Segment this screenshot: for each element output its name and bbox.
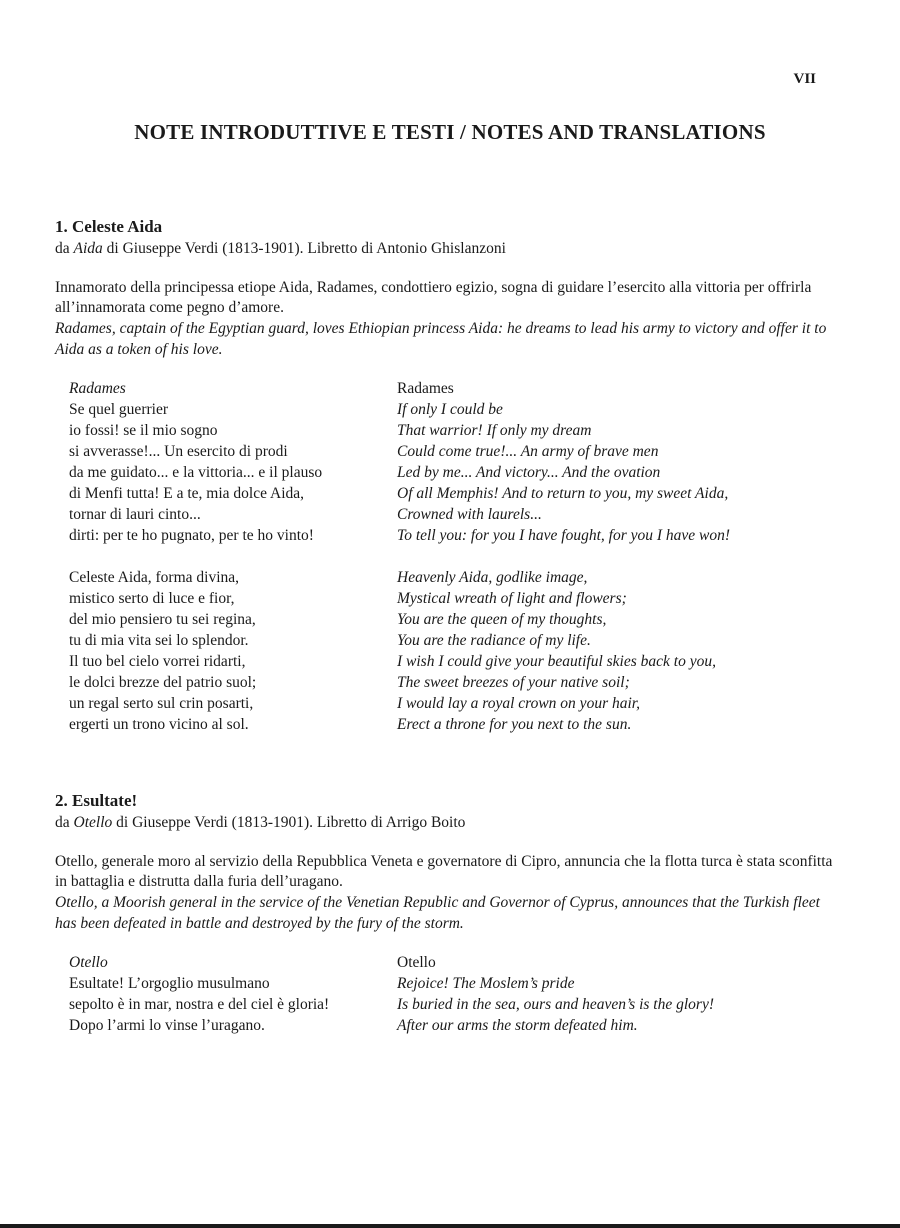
verse-line: tu di mia vita sei lo splendor. <box>69 632 249 649</box>
page-number: VII <box>793 71 816 87</box>
english-column <box>397 378 835 735</box>
verse-line: Il tuo bel cielo vorrei ridarti, <box>69 653 246 670</box>
verse-line: Se quel guerrier <box>69 401 168 418</box>
verse-line: io fossi! se il mio sogno <box>69 422 218 439</box>
source-work-title: Aida <box>73 240 103 257</box>
section-esultate <box>55 790 835 1036</box>
bottom-border <box>0 1224 900 1228</box>
verse-line: le dolci brezze del patrio suol; <box>69 674 257 691</box>
stanza-english <box>397 567 835 735</box>
character-name: Radames <box>397 380 454 397</box>
verse-line: The sweet breezes of your native soil; <box>397 674 630 691</box>
intro-italian: Otello, generale moro al servizio della Repubblica Veneta e governatore di Cipro, annuncia che la flotta turca è stata sconfitta in battaglia e distrutta dalla furia dell’uragano. <box>55 853 833 890</box>
character-name: Radames <box>69 380 126 397</box>
verse-line: Esultate! L’orgoglio musulmano <box>69 975 270 992</box>
section-source <box>55 812 835 833</box>
verse-line: si avverasse!... Un esercito di prodi <box>69 443 288 460</box>
page-title: NOTE INTRODUTTIVE E TESTI / NOTES AND TRANSLATIONS <box>134 120 766 144</box>
verse-line: That warrior! If only my dream <box>397 422 592 439</box>
verse-line: un regal serto sul crin posarti, <box>69 695 254 712</box>
stanza-italian <box>69 399 397 546</box>
section-title: 2. Esultate! <box>55 791 138 810</box>
verse-line: To tell you: for you I have fought, for you I have won! <box>397 527 731 544</box>
source-prefix: da <box>55 240 74 257</box>
verse-line: I would lay a royal crown on your hair, <box>397 695 640 712</box>
character-name: Otello <box>69 954 108 971</box>
intro-english: Radames, captain of the Egyptian guard, loves Ethiopian princess Aida: he dreams to lead his army to victory and offer it to Aida as a token of his love. <box>55 320 827 358</box>
intro-english: Otello, a Moorish general in the service of the Venetian Republic and Governor of Cyprus, announces that the Turkish fleet has been defeated in battle and destroyed by the fury of the storm. <box>55 894 820 932</box>
verse-columns <box>55 378 835 735</box>
verse-line: sepolto è in mar, nostra e del ciel è gloria! <box>69 996 330 1013</box>
verse-line: If only I could be <box>397 401 503 418</box>
verse-line: I wish I could give your beautiful skies back to you, <box>397 653 716 670</box>
section-title: 1. Celeste Aida <box>55 217 163 236</box>
verse-line: You are the radiance of my life. <box>397 632 591 649</box>
verse-line: ergerti un trono vicino al sol. <box>69 716 249 733</box>
stanza-english <box>397 399 835 546</box>
verse-line: Celeste Aida, forma divina, <box>69 569 240 586</box>
stanza-italian <box>69 567 397 735</box>
verse-columns <box>55 952 835 1036</box>
stanza-italian <box>69 973 397 1036</box>
verse-line: Heavenly Aida, godlike image, <box>397 569 588 586</box>
english-column <box>397 952 835 1036</box>
verse-line: Of all Memphis! And to return to you, my sweet Aida, <box>397 485 729 502</box>
verse-line: tornar di lauri cinto... <box>69 506 201 523</box>
verse-line: Could come true!... An army of brave men <box>397 443 659 460</box>
verse-line: Rejoice! The Moslem’s pride <box>397 975 575 992</box>
intro-italian: Innamorato della principessa etiope Aida, Radames, condottiero egizio, sogna di guidare l’esercito alla vittoria per offrirla all’innamorata come pegno d’amore. <box>55 279 812 316</box>
italian-column <box>55 952 397 1036</box>
verse-line: You are the queen of my thoughts, <box>397 611 607 628</box>
source-credits: di Giuseppe Verdi (1813-1901). Libretto di Arrigo Boito <box>112 814 466 831</box>
stanza-english <box>397 973 835 1036</box>
verse-line: Led by me... And victory... And the ovation <box>397 464 661 481</box>
verse-line: di Menfi tutta! E a te, mia dolce Aida, <box>69 485 305 502</box>
verse-line: Crowned with laurels... <box>397 506 542 523</box>
verse-line: Erect a throne for you next to the sun. <box>397 716 632 733</box>
verse-line: dirti: per te ho pugnato, per te ho vinto! <box>69 527 314 544</box>
verse-line: da me guidato... e la vittoria... e il plauso <box>69 464 323 481</box>
section-source <box>55 238 835 259</box>
source-prefix: da <box>55 814 74 831</box>
verse-line: mistico serto di luce e fior, <box>69 590 235 607</box>
source-work-title: Otello <box>73 814 113 831</box>
verse-line: Mystical wreath of light and flowers; <box>397 590 627 607</box>
verse-line: After our arms the storm defeated him. <box>397 1017 638 1034</box>
verse-line: Dopo l’armi lo vinse l’uragano. <box>69 1017 265 1034</box>
character-name: Otello <box>397 954 436 971</box>
verse-line: Is buried in the sea, ours and heaven’s is the glory! <box>397 996 714 1013</box>
verse-line: del mio pensiero tu sei regina, <box>69 611 256 628</box>
italian-column <box>55 378 397 735</box>
section-celeste-aida <box>55 216 835 735</box>
source-credits: di Giuseppe Verdi (1813-1901). Libretto di Antonio Ghislanzoni <box>102 240 506 257</box>
